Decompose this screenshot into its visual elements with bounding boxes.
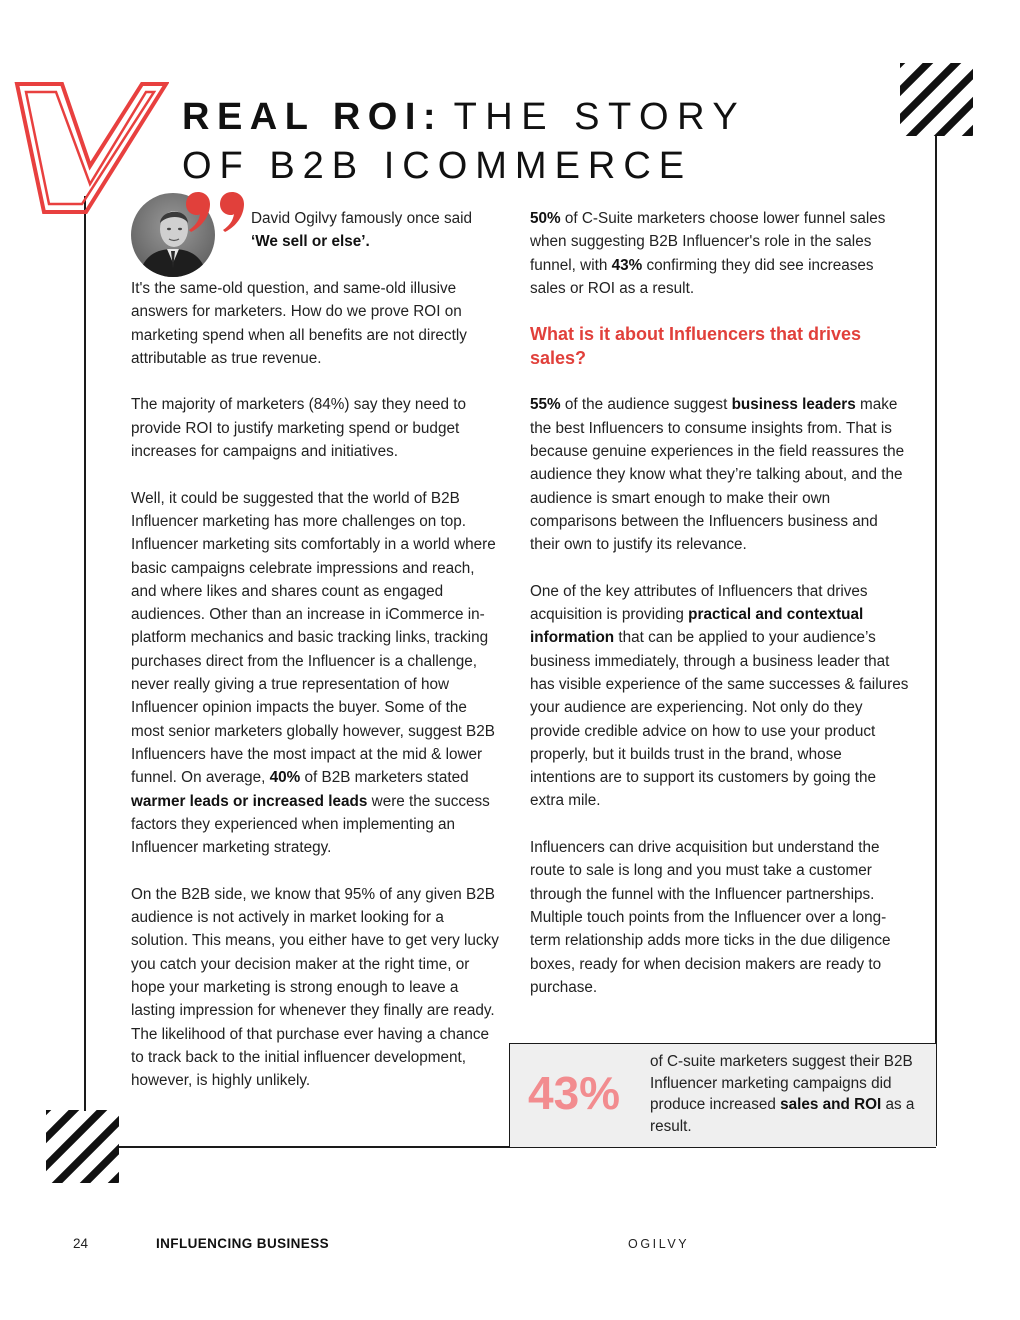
callout-number: 43% <box>528 1067 621 1119</box>
frame-line-left <box>84 196 86 1111</box>
callout-emphasis: sales and ROI <box>780 1096 882 1113</box>
publication-title: INFLUENCING BUSINESS <box>156 1236 330 1251</box>
quotation-mark-icon <box>186 190 246 232</box>
page-title <box>182 98 746 136</box>
title-bold: REAL ROI: <box>182 96 444 138</box>
quote-text <box>251 207 521 254</box>
diagonal-stripes-decoration <box>46 1110 119 1183</box>
paragraph-text: confirming they did see increases sales or ROI as a result. <box>530 256 874 297</box>
section-heading: What is it about Influencers that drives sales? <box>530 324 862 368</box>
stat-bold: 43% <box>611 256 643 274</box>
callout-text <box>650 1051 920 1137</box>
frame-line-right <box>935 136 937 1146</box>
paragraph: On the B2B side, we know that 95% of any given B2B audience is not actively in market looking for a solution. This means, you either have to get very lucky you catch your decision maker at the right time, or hope your marketing is strong enough to leave a lasting impression for whenever they finally are ready. The likelihood of that purchase ever having a chance to track back to the initial influencer development, however, is highly unlikely. <box>131 885 499 1090</box>
paragraph <box>530 393 910 556</box>
title-light: THE STORY <box>453 96 747 138</box>
stat-bold: 40% <box>269 769 301 787</box>
paragraph-text: of the audience suggest <box>564 396 728 414</box>
paragraph-text: Well, it could be suggested that the world of B2B Influencer marketing has more challenges on top. Influencer marketing sits comfortably in a world where basic campaigns celebrate impressions and reach, and where likes and shares count as engaged audiences. Other than an increase in iCommerce in-platform mechanics and basic tracking links, tracking purchases direct from the Influencer is a challenge, never really giving a true representation of how Influencer opinion impacts the buyer. Some of the most senior marketers globally however, suggest B2B Influencers have the most impact at the mid & lower funnel. On average, <box>131 489 496 787</box>
callout-text-body: of C-suite marketers suggest their B2B Influencer marketing campaigns did produce increased <box>650 1053 913 1113</box>
paragraph: It's the same-old question, and same-old illusive answers for marketers. How do we prove ROI on marketing spend when all benefits are not directly attributable as true revenue. <box>131 280 467 367</box>
emphasis-bold: warmer leads or increased leads <box>131 792 368 810</box>
right-column <box>530 207 910 1022</box>
paragraph: Influencers can drive acquisition but understand the route to sale is long and you must take a customer through the funnel with the Influencer partnerships. Multiple touch points from the Influencer over a long-term relationship adds more ticks in the due diligence boxes, ready for when decision makers are ready to purchase. <box>530 839 891 996</box>
page-number: 24 <box>73 1236 89 1251</box>
v-logo <box>14 80 169 218</box>
brand-name: OGILVY <box>628 1237 690 1251</box>
paragraph <box>131 487 503 860</box>
emphasis-bold: business leaders <box>731 396 856 414</box>
paragraph <box>530 207 910 300</box>
stat-callout <box>509 1043 936 1147</box>
paragraph-text: were the success factors they experienced when implementing an Influencer marketing strategy. <box>131 792 490 857</box>
left-column <box>131 277 503 1116</box>
paragraph <box>530 580 910 813</box>
paragraph-text: One of the key attributes of Influencers that drives acquisition is providing <box>530 582 868 624</box>
stat-bold: 55% <box>530 396 561 414</box>
paragraph-text: of C-Suite marketers choose lower funnel sales when suggesting B2B Influencer's role in the sales funnel, with <box>530 210 886 274</box>
callout-text-end: as a result. <box>650 1096 915 1135</box>
page-title-line-2: OF B2B ICOMMERCE <box>182 145 693 187</box>
paragraph-text: make the best Influencers to consume insights from. That is because genuine experiences in the field reassures the audience they know what they’re talking about, and the audience is smart enough to make their own comparisons between the Influencers business and their own to justify its relevance. <box>530 396 905 554</box>
paragraph-text: that can be applied to your audience’s business immediately, through a business leader that has visible experience of the same successes & failures your audience are experiencing. Not only do they provide credible advice on how to use your product properly, but it builds trust in the brand, whose intentions are to support its customers by going the extra mile. <box>530 629 909 810</box>
quote-intro: David Ogilvy famously once said <box>251 210 473 227</box>
diagonal-stripes-decoration <box>900 63 973 136</box>
quote-bold: ‘We sell or else’. <box>251 233 370 251</box>
paragraph-text: of B2B marketers stated <box>304 769 469 787</box>
stat-bold: 50% <box>530 210 561 227</box>
paragraph: The majority of marketers (84%) say they need to provide ROI to justify marketing spend or budget increases for campaigns and initiatives. <box>131 396 466 461</box>
emphasis-bold: practical and contextual information <box>530 606 864 647</box>
